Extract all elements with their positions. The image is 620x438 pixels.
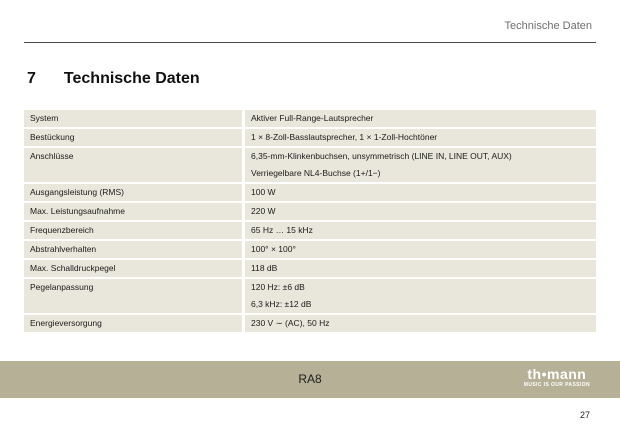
spec-row bbox=[24, 315, 596, 332]
spec-row bbox=[24, 279, 596, 313]
spec-label: System bbox=[24, 110, 245, 127]
spec-value: 230 V ∼ (AC), 50 Hz bbox=[251, 318, 330, 328]
spec-row bbox=[24, 203, 596, 220]
spec-label: Abstrahlverhalten bbox=[24, 241, 245, 258]
spec-row bbox=[24, 110, 596, 127]
spec-value: 65 Hz … 15 kHz bbox=[251, 225, 313, 235]
spec-value: 120 Hz: ±6 dB bbox=[251, 282, 305, 292]
spec-value-cell bbox=[245, 315, 596, 332]
logo-wordmark: th•mann bbox=[527, 366, 587, 382]
spec-value-cell bbox=[245, 203, 596, 220]
spec-label: Energieversorgung bbox=[24, 315, 245, 332]
spec-value: Verriegelbare NL4-Buchse (1+/1−) bbox=[251, 168, 381, 178]
spec-value: 100° × 100° bbox=[251, 244, 296, 254]
spec-value: 100 W bbox=[251, 187, 276, 197]
spec-row bbox=[24, 260, 596, 277]
spec-value: 220 W bbox=[251, 206, 276, 216]
spec-value: 1 × 8-Zoll-Basslautsprecher, 1 × 1-Zoll-Hochtöner bbox=[251, 132, 438, 142]
spec-value-cell bbox=[245, 184, 596, 201]
spec-label: Max. Schalldruckpegel bbox=[24, 260, 245, 277]
spec-value-cell bbox=[245, 110, 596, 127]
spec-value-cell bbox=[245, 260, 596, 277]
spec-value: 6,35-mm-Klinkenbuchsen, unsymmetrisch (LINE IN, LINE OUT, AUX) bbox=[251, 151, 512, 161]
spec-row bbox=[24, 241, 596, 258]
section-number: 7 bbox=[27, 70, 36, 87]
spec-table bbox=[24, 108, 596, 334]
spec-label: Ausgangsleistung (RMS) bbox=[24, 184, 245, 201]
spec-value: 118 dB bbox=[251, 263, 278, 273]
spec-value-cell bbox=[245, 241, 596, 258]
spec-row bbox=[24, 222, 596, 239]
thomann-logo bbox=[524, 367, 590, 389]
spec-row bbox=[24, 129, 596, 146]
spec-label: Max. Leistungsaufnahme bbox=[24, 203, 245, 220]
spec-label: Bestückung bbox=[24, 129, 245, 146]
spec-value: Aktiver Full-Range-Lautsprecher bbox=[251, 113, 374, 123]
model-name: RA8 bbox=[298, 372, 322, 386]
section-title: Technische Daten bbox=[63, 70, 200, 87]
spec-label: Anschlüsse bbox=[24, 148, 245, 182]
spec-value-cell bbox=[245, 129, 596, 146]
logo-tagline: MUSIC IS OUR PASSION bbox=[523, 382, 590, 388]
spec-value-cell bbox=[245, 148, 596, 182]
footer-band bbox=[0, 361, 620, 398]
spec-label: Pegelanpassung bbox=[24, 279, 245, 313]
spec-row bbox=[24, 184, 596, 201]
section-heading bbox=[27, 70, 200, 88]
header-divider bbox=[24, 42, 596, 43]
page-number: 27 bbox=[579, 410, 590, 420]
spec-row bbox=[24, 148, 596, 182]
spec-value: 6,3 kHz: ±12 dB bbox=[251, 299, 312, 309]
running-header-title: Technische Daten bbox=[504, 20, 592, 32]
spec-value-cell bbox=[245, 222, 596, 239]
spec-value-cell bbox=[245, 279, 596, 313]
spec-label: Frequenzbereich bbox=[24, 222, 245, 239]
